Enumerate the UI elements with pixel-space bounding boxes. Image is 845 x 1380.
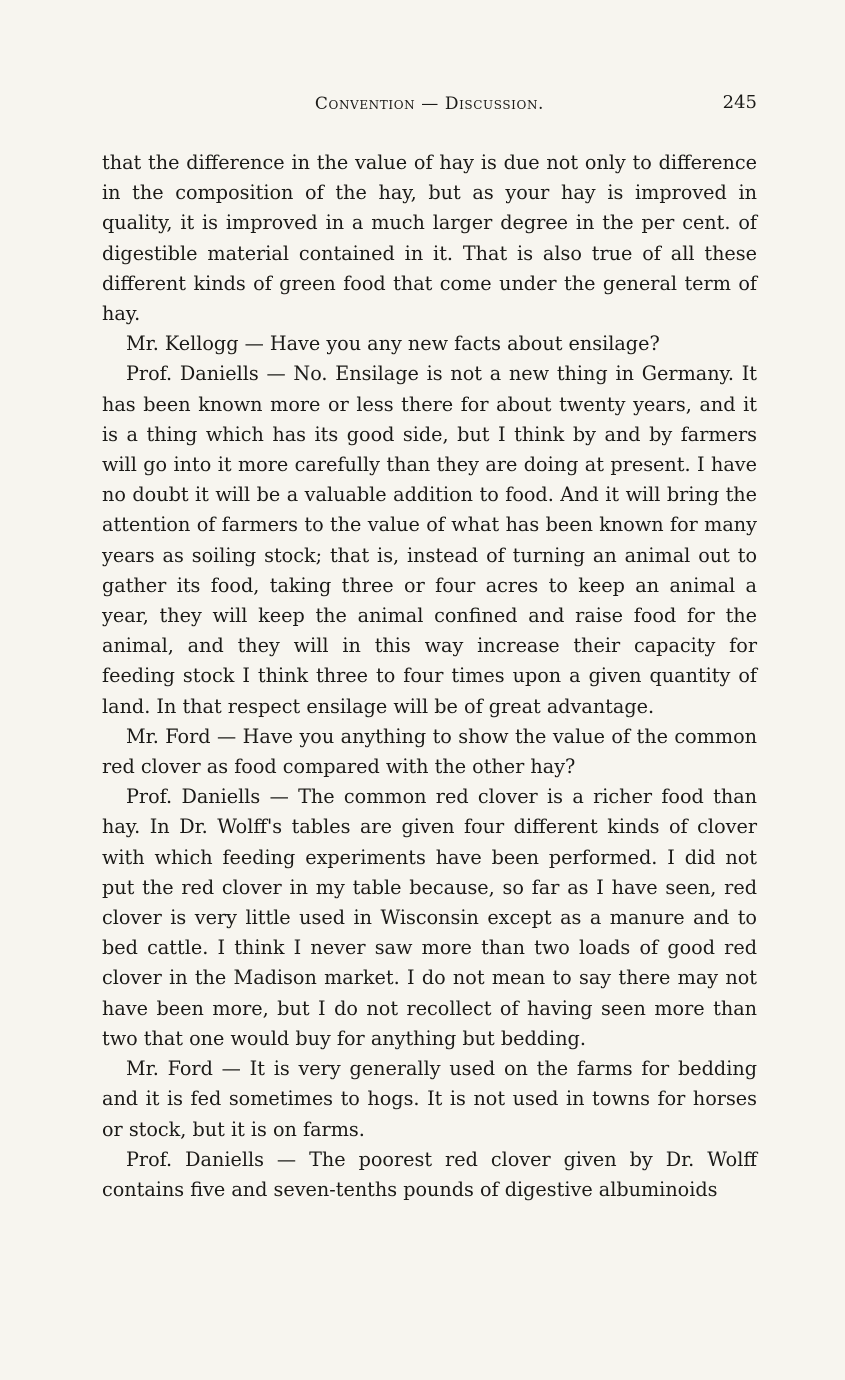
page-number: 245 (722, 92, 757, 113)
paragraph-daniells-ensilage: Prof. Daniells — No. Ensilage is not a new thing in Germany. It has been known more or less there for about twenty years, and it is a thing which has its good side, but I think by and by farmers will go into it more carefully than they are doing at present. I have no doubt it will be a valuable addition to food. And it will bring the attention of farmers to the value of what has been known for many years as soiling stock; that is, instead of turning an animal out to gather its food, taking three or four acres to keep an animal a year, they will keep the animal confined and raise food for the animal, and they will in this way increase their capacity for feeding stock I think three to four times upon a given quantity of land. In that respect ensilage will be of great advantage. (102, 362, 757, 718)
paragraph-ford-question: Mr. Ford — Have you anything to show the value of the common red clover as food compared with the other hay? (102, 724, 757, 779)
paragraph-continuation: that the difference in the value of hay is due not only to difference in the composition of the hay, but as your hay is improved in quality, it is improved in a much larger degree in the per cent. of digestible material contained in it. That is also true of all these different kinds of green food that come under the general term of hay. (102, 151, 757, 326)
paragraph-ford-bedding: Mr. Ford — It is very generally used on the farms for bedding and it is fed sometimes to hogs. It is not used in towns for horses or stock, but it is on farms. (102, 1057, 757, 1141)
page-header (102, 92, 757, 122)
paragraph-daniells-red-clover: Prof. Daniells — The common red clover is a richer food than hay. In Dr. Wolff's tables are given four different kinds of clover with which feeding experiments have been performed. I did not put the red clover in my table because, so far as I have seen, red clover is very little used in Wisconsin except as a manure and to bed cattle. I think I never saw more than two loads of good red clover in the Madison market. I do not mean to say there may not have been more, but I do not recollect of having seen more than two that one would buy for anything but bedding. (102, 785, 757, 1050)
paragraph-kellogg-question: Mr. Kellogg — Have you any new facts about ensilage? (126, 332, 660, 356)
body-text (102, 148, 757, 1205)
running-head: Convention — Discussion. (314, 94, 545, 114)
paragraph-daniells-wolff: Prof. Daniells — The poorest red clover given by Dr. Wolff contains five and seven-tenths pounds of digestive albuminoids (102, 1147, 757, 1201)
